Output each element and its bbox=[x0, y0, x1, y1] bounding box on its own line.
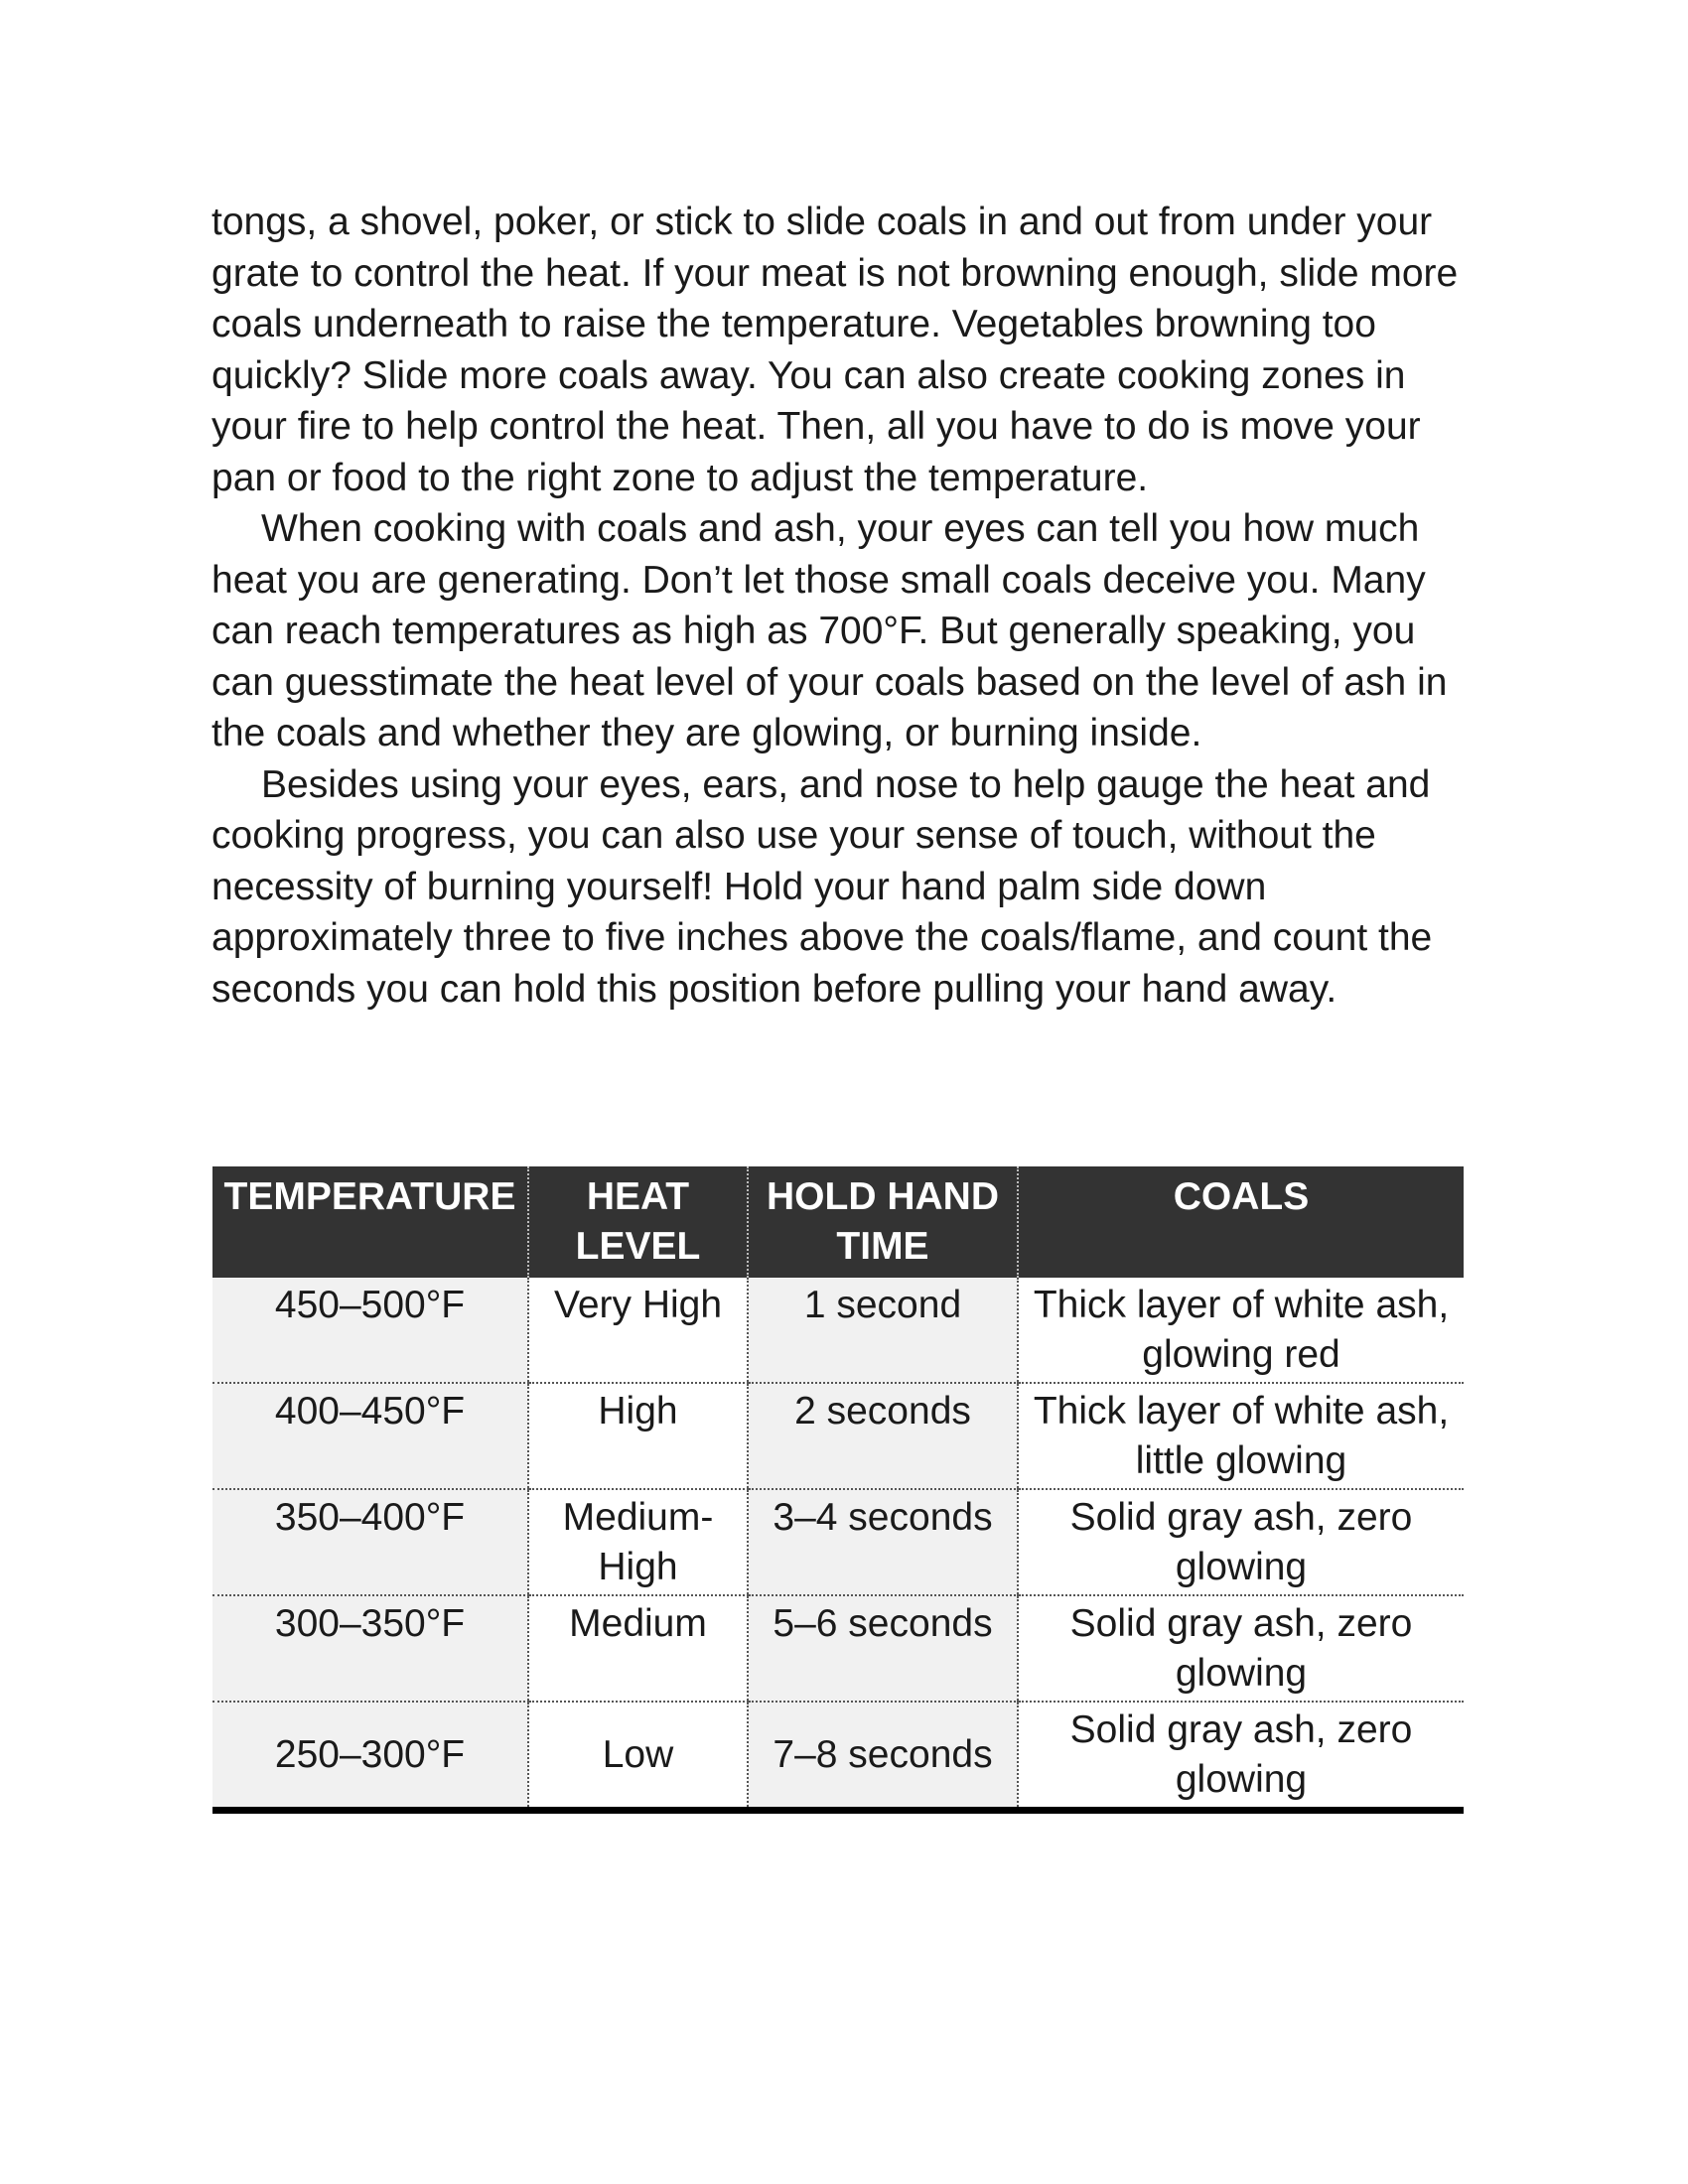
cell-coals: Solid gray ash, zero glowing bbox=[1018, 1595, 1464, 1702]
paragraph-coal-control: tongs, a shovel, poker, or stick to slide coals in and out from under your grate to control the heat. If your meat is not browning enough, slide more coals underneath to raise the temperature. Vegetables browning too quickly? Slide more coals away. You can also create cooking zones in your fire to help control the heat. Then, all you have to do is move your pan or food to the right zone to adjust the temperature. bbox=[211, 201, 1459, 499]
cell-heat-level: Low bbox=[528, 1702, 748, 1811]
table-header-row bbox=[212, 1166, 1464, 1278]
cell-temperature: 450–500°F bbox=[212, 1278, 528, 1383]
cell-hold-time: 3–4 seconds bbox=[748, 1489, 1018, 1595]
page-body bbox=[211, 197, 1487, 1015]
cell-hold-time: 2 seconds bbox=[748, 1383, 1018, 1489]
header-heat-level: HEAT LEVEL bbox=[528, 1166, 748, 1278]
cell-heat-level: High bbox=[528, 1383, 748, 1489]
table-row bbox=[212, 1702, 1464, 1811]
header-hold-hand-time: HOLD HAND TIME bbox=[748, 1166, 1018, 1278]
cell-heat-level: Medium-High bbox=[528, 1489, 748, 1595]
cell-temperature: 300–350°F bbox=[212, 1595, 528, 1702]
table-row bbox=[212, 1278, 1464, 1383]
table-row bbox=[212, 1489, 1464, 1595]
cell-coals: Thick layer of white ash, glowing red bbox=[1018, 1278, 1464, 1383]
cell-hold-time: 7–8 seconds bbox=[748, 1702, 1018, 1811]
paragraph-touch-test: Besides using your eyes, ears, and nose to help gauge the heat and cooking progress, you can also use your sense of touch, without the necessity of burning yourself! Hold your hand palm side down approximately three to five inches above the coals/flame, and count the seconds you can hold this position before pulling your hand away. bbox=[211, 762, 1433, 1011]
cell-temperature: 250–300°F bbox=[212, 1702, 528, 1811]
heat-level-table bbox=[212, 1166, 1464, 1814]
table-row bbox=[212, 1383, 1464, 1489]
cell-hold-time: 5–6 seconds bbox=[748, 1595, 1018, 1702]
table-row bbox=[212, 1595, 1464, 1702]
cell-temperature: 350–400°F bbox=[212, 1489, 528, 1595]
paragraph-visual-heat: When cooking with coals and ash, your eyes can tell you how much heat you are generating. Don’t let those small coals deceive you. Many can reach temperatures as high as 700°F. But generally speaking, you can guesstimate the heat level of your coals based on the level of ash in the coals and whether they are glowing, or burning inside. bbox=[211, 507, 1448, 754]
cell-coals: Solid gray ash, zero glowing bbox=[1018, 1489, 1464, 1595]
header-temperature: TEMPERATURE bbox=[212, 1166, 528, 1278]
cell-hold-time: 1 second bbox=[748, 1278, 1018, 1383]
cell-temperature: 400–450°F bbox=[212, 1383, 528, 1489]
cell-heat-level: Very High bbox=[528, 1278, 748, 1383]
header-coals: COALS bbox=[1018, 1166, 1464, 1278]
cell-coals: Solid gray ash, zero glowing bbox=[1018, 1702, 1464, 1811]
cell-heat-level: Medium bbox=[528, 1595, 748, 1702]
cell-coals: Thick layer of white ash, little glowing bbox=[1018, 1383, 1464, 1489]
